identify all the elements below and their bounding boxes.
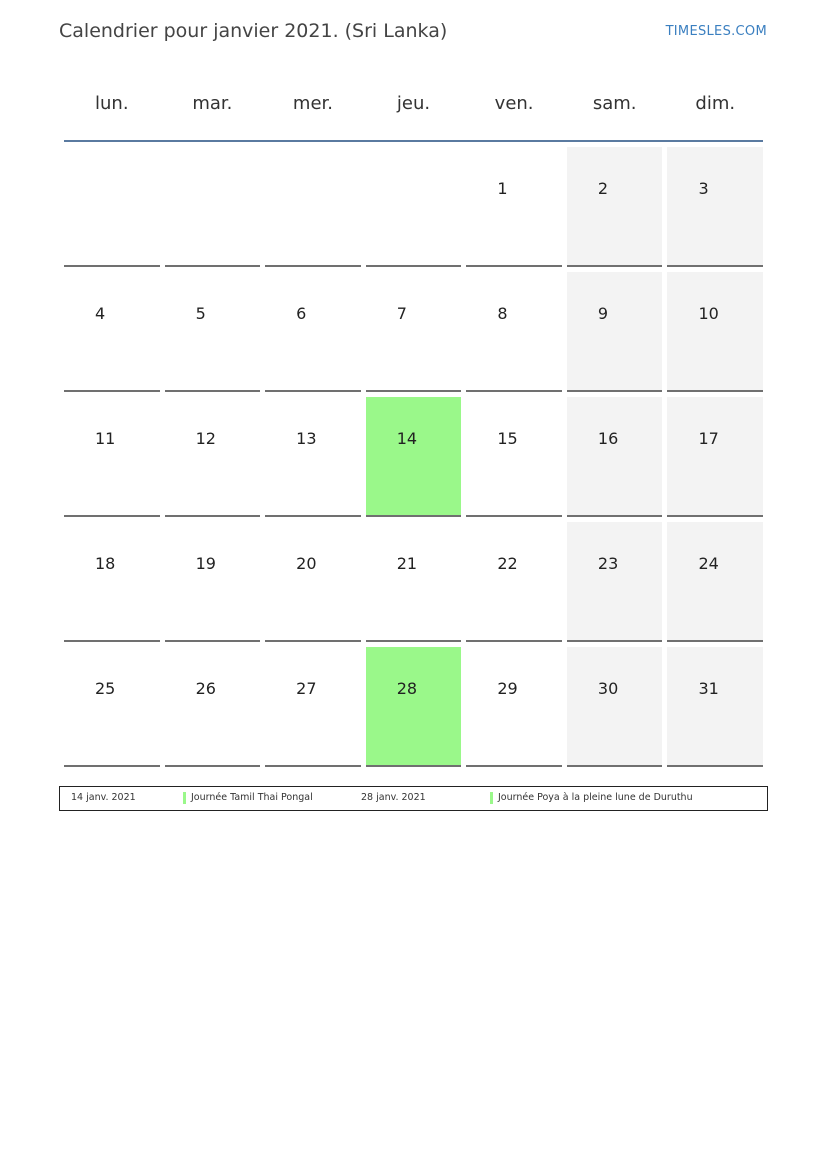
day-cell[interactable] [466, 397, 562, 517]
day-cell[interactable] [366, 522, 462, 642]
day-cell[interactable] [667, 147, 763, 267]
day-cell[interactable] [64, 272, 160, 392]
week-row [64, 267, 763, 392]
brand-link[interactable]: TIMESLES.COM [665, 24, 767, 39]
legend-date: 28 janv. 2021 [361, 792, 426, 803]
day-cell[interactable] [567, 397, 663, 517]
day-cell[interactable] [165, 272, 261, 392]
day-number: 20 [296, 554, 317, 573]
day-cell[interactable] [466, 272, 562, 392]
week-row [64, 517, 763, 642]
empty-day-cell [64, 147, 160, 267]
day-number: 23 [597, 554, 619, 573]
day-number: 7 [396, 304, 407, 323]
holiday-legend [59, 786, 768, 811]
day-number: 22 [497, 554, 518, 573]
day-number: 12 [195, 429, 216, 448]
day-number: 13 [296, 429, 317, 448]
day-number: 11 [95, 429, 116, 448]
weekday-header: jeu. [396, 93, 431, 114]
page-title: Calendrier pour janvier 2021. (Sri Lanka) [59, 20, 448, 42]
day-number: 18 [95, 554, 116, 573]
day-cell[interactable] [667, 272, 763, 392]
day-cell[interactable] [667, 522, 763, 642]
day-number: 10 [698, 304, 719, 323]
day-number: 6 [296, 304, 307, 323]
legend-date: 14 janv. 2021 [71, 792, 136, 803]
day-cell[interactable] [165, 522, 261, 642]
day-cell[interactable] [64, 522, 160, 642]
empty-day-cell [165, 147, 261, 267]
weekday-header: mar. [192, 93, 233, 114]
day-number: 3 [698, 179, 709, 198]
weekday-header: mer. [292, 93, 333, 114]
weekday-header: ven. [494, 93, 534, 114]
week-row [64, 142, 763, 267]
day-number: 25 [95, 679, 116, 698]
day-cell[interactable] [667, 647, 763, 767]
day-number: 27 [296, 679, 317, 698]
month-calendar [64, 70, 763, 767]
empty-day-cell [265, 147, 361, 267]
day-cell[interactable] [366, 397, 462, 517]
weekday-header: lun. [95, 93, 129, 114]
day-cell[interactable] [466, 522, 562, 642]
weekday-header-row [64, 70, 763, 142]
day-number: 31 [698, 679, 719, 698]
day-number: 15 [497, 429, 518, 448]
day-cell[interactable] [567, 522, 663, 642]
empty-day-cell [366, 147, 462, 267]
day-cell[interactable] [165, 647, 261, 767]
day-number: 24 [698, 554, 719, 573]
day-cell[interactable] [366, 647, 462, 767]
day-number: 21 [396, 554, 418, 573]
day-cell[interactable] [567, 272, 663, 392]
day-number: 8 [497, 304, 508, 323]
day-cell[interactable] [466, 647, 562, 767]
weeks-grid [64, 142, 763, 767]
day-number: 2 [597, 179, 609, 198]
day-number: 30 [597, 679, 619, 698]
week-row [64, 392, 763, 517]
day-number: 17 [698, 429, 719, 448]
day-cell[interactable] [265, 397, 361, 517]
day-number: 14 [396, 429, 418, 448]
day-cell[interactable] [165, 397, 261, 517]
day-number: 4 [95, 304, 106, 323]
day-number: 1 [497, 179, 508, 198]
legend-color-marker [490, 792, 493, 804]
day-number: 5 [195, 304, 206, 323]
legend-holiday-name: Journée Poya à la pleine lune de Duruthu [498, 792, 693, 803]
weekday-header: sam. [592, 93, 637, 114]
day-cell[interactable] [64, 647, 160, 767]
day-number: 28 [396, 679, 418, 698]
day-number: 9 [597, 304, 609, 323]
day-cell[interactable] [265, 272, 361, 392]
day-cell[interactable] [567, 147, 663, 267]
weekday-header: dim. [695, 93, 736, 114]
day-number: 26 [195, 679, 216, 698]
legend-holiday-name: Journée Tamil Thai Pongal [191, 792, 313, 803]
day-number: 19 [195, 554, 216, 573]
day-cell[interactable] [667, 397, 763, 517]
day-number: 16 [597, 429, 619, 448]
day-cell[interactable] [466, 147, 562, 267]
day-cell[interactable] [567, 647, 663, 767]
day-number: 29 [497, 679, 518, 698]
day-cell[interactable] [366, 272, 462, 392]
week-row [64, 642, 763, 767]
legend-color-marker [183, 792, 186, 804]
day-cell[interactable] [265, 647, 361, 767]
day-cell[interactable] [265, 522, 361, 642]
day-cell[interactable] [64, 397, 160, 517]
